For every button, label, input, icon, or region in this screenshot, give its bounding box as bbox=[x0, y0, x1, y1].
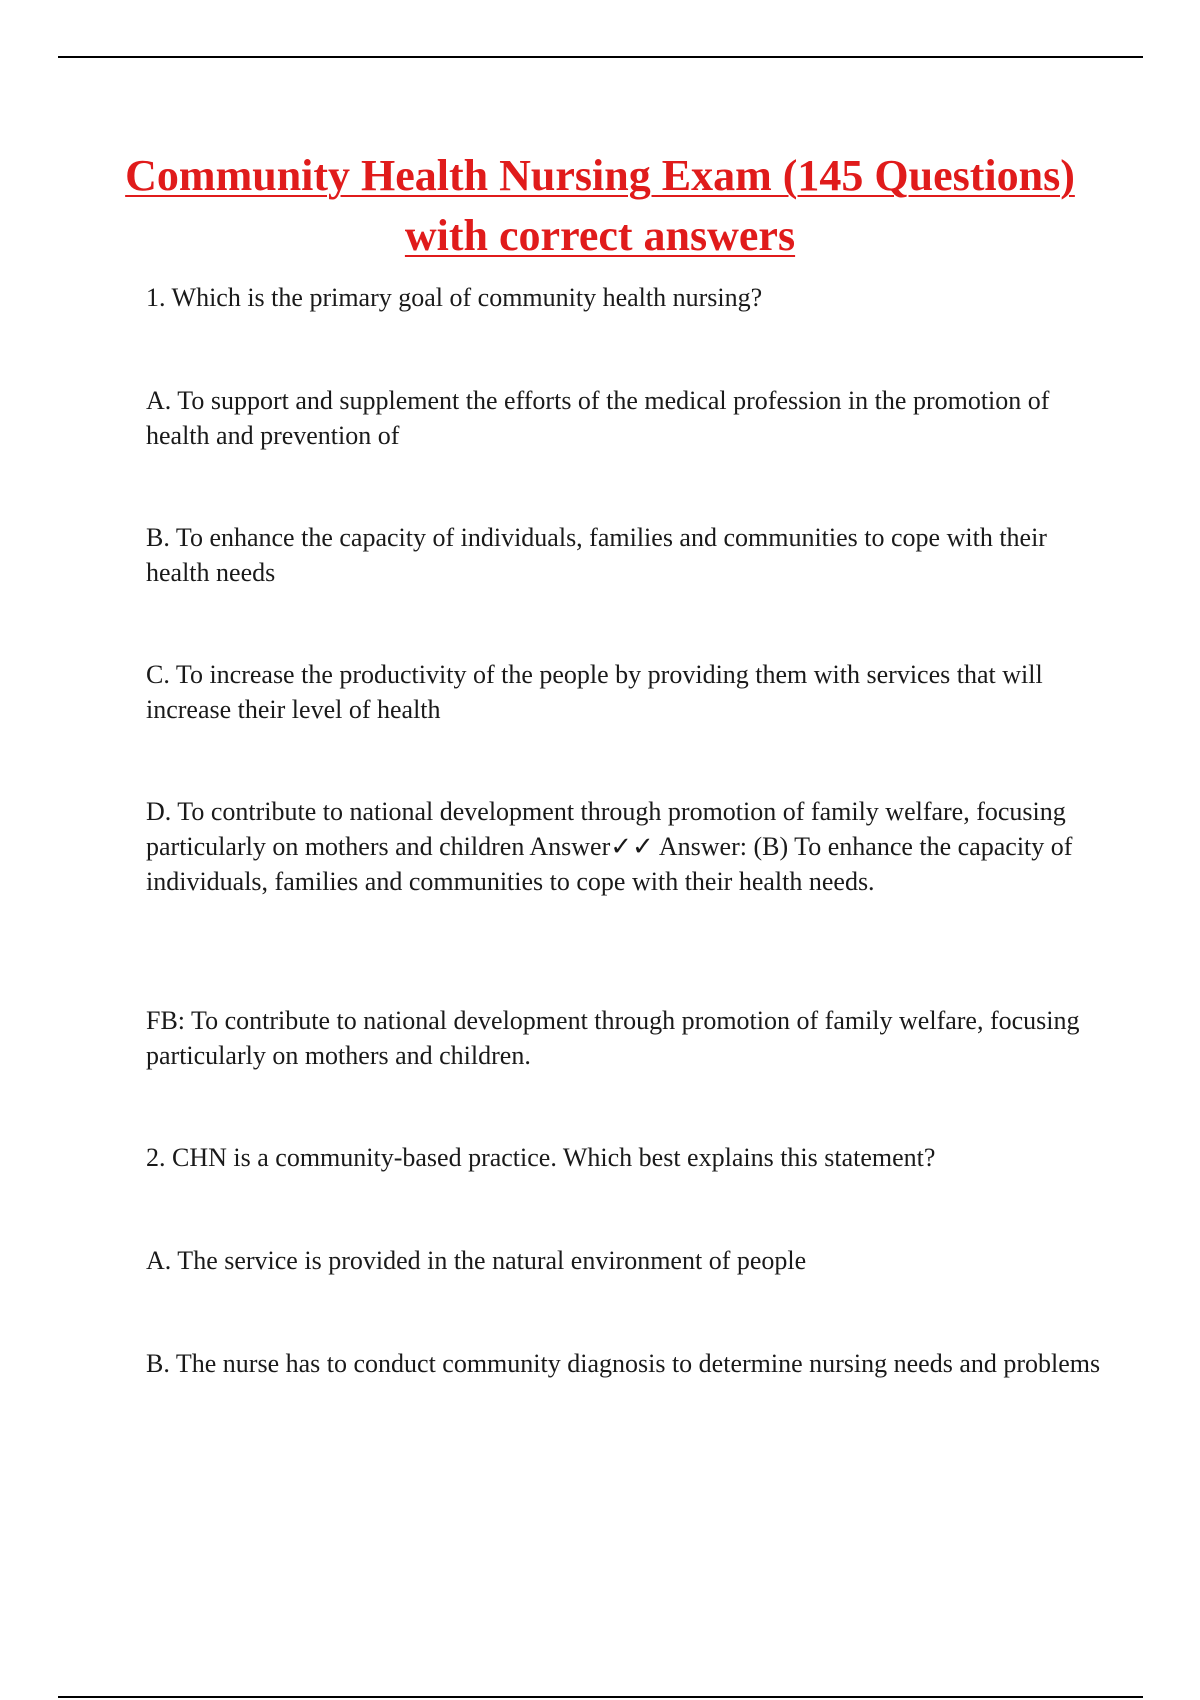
document-title: Community Health Nursing Exam (145 Questions) with correct answers bbox=[125, 151, 1075, 260]
bottom-rule bbox=[58, 1696, 1143, 1698]
question-1-option-d-answer: D. To contribute to national development through promotion of family welfare, focusing particularly on mothers and children Answer✓✓ Answer: (B) To enhance the capacity of individuals, families and communities to cope with their health needs. bbox=[146, 797, 1073, 896]
question-1: 1. Which is the primary goal of community health nursing? bbox=[146, 283, 763, 312]
top-rule bbox=[58, 56, 1143, 58]
question-1-option-b: B. To enhance the capacity of individuals, families and communities to cope with their health needs bbox=[146, 523, 1047, 587]
question-2-option-a: A. The service is provided in the natural environment of people bbox=[146, 1246, 807, 1275]
question-1-feedback: FB: To contribute to national development through promotion of family welfare, focusing particularly on mothers and children. bbox=[146, 1006, 1080, 1070]
question-1-option-a: A. To support and supplement the efforts of the medical profession in the promotion of health and prevention of bbox=[146, 386, 1050, 450]
question-1-option-c: C. To increase the productivity of the people by providing them with services that will increase their level of health bbox=[146, 660, 1043, 724]
question-2: 2. CHN is a community-based practice. Which best explains this statement? bbox=[146, 1143, 936, 1172]
question-2-option-b: B. The nurse has to conduct community diagnosis to determine nursing needs and problems bbox=[146, 1349, 1101, 1378]
